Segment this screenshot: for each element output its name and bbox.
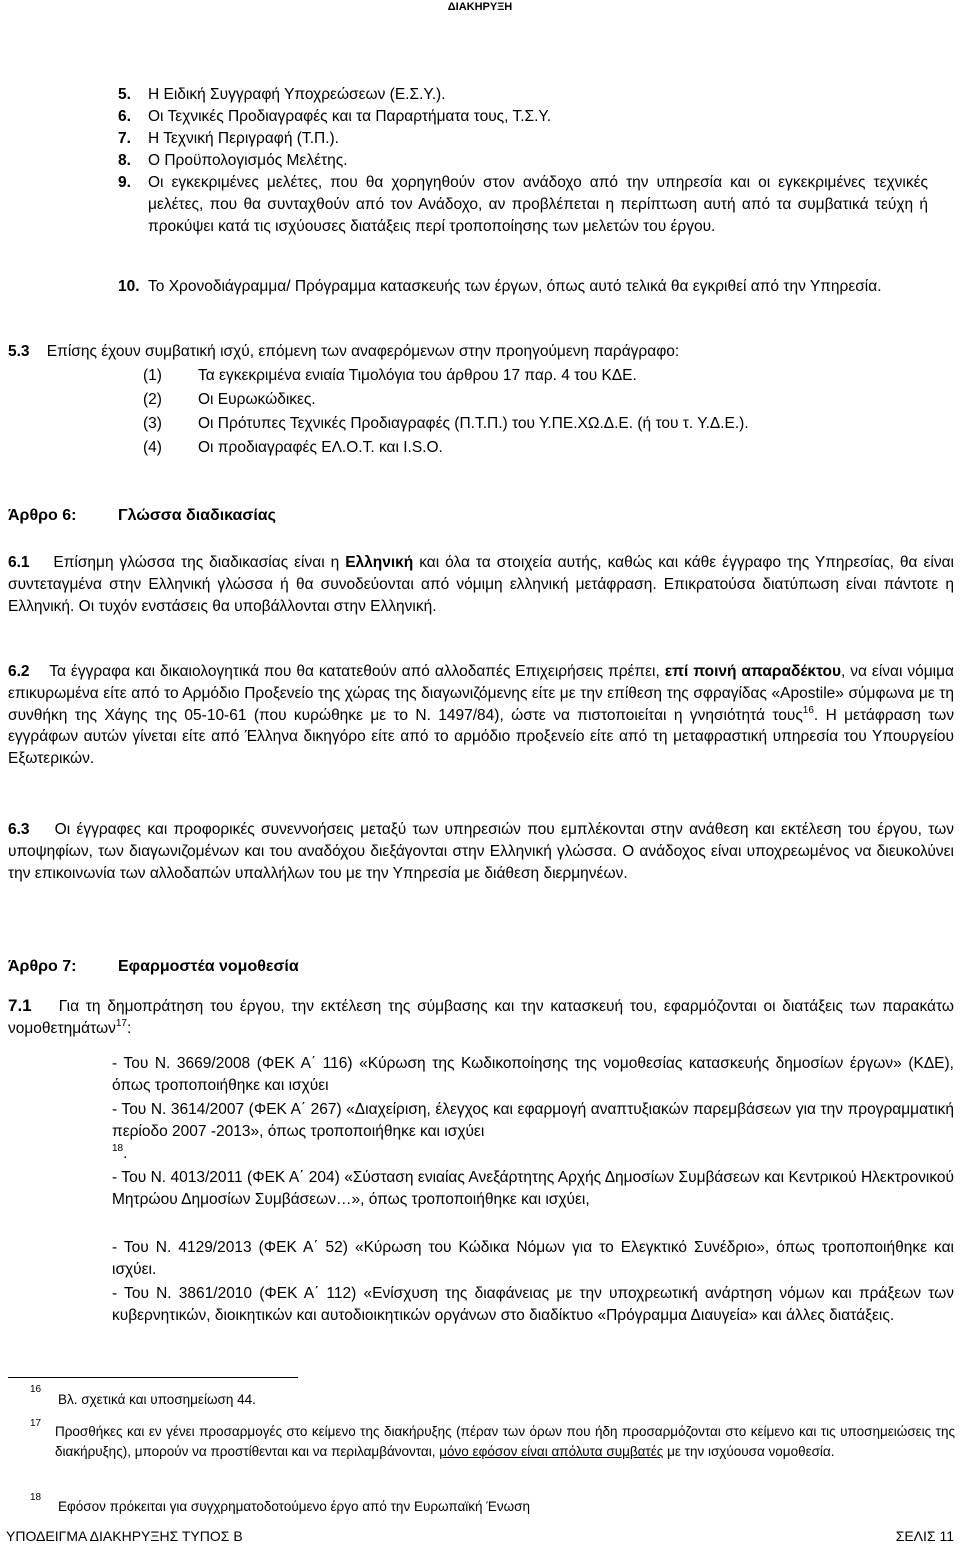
footnote-reference[interactable]: 17 [115, 1017, 127, 1029]
law-text: - Του Ν. 3669/2008 (ΦΕΚ Α΄ 116) «Κύρωση της Κωδικοποίησης της νομοθεσίας κατασκευής δημοσίων έργων» (ΚΔΕ), όπως τροποποιήθηκε και ισχύει [112, 1055, 954, 1094]
section-number: 6.2 [8, 663, 30, 680]
list-item-text: Το Χρονοδιάγραμμα/ Πρόγραμμα κατασκευής των έργων, όπως αυτό τελικά θα εγκριθεί από την Υπηρεσία. [148, 278, 882, 295]
sub-item-number: (2) [143, 391, 162, 408]
section-text: Επίσημη γλώσσα της διαδικασίας είναι η [53, 554, 340, 571]
section-6-1 [8, 552, 954, 617]
sub-item [143, 437, 443, 459]
article-6-heading [8, 507, 276, 525]
list-item-text: Η Ειδική Συγγραφή Υποχρεώσεων (Ε.Σ.Υ.). [148, 86, 446, 103]
article-label: Άρθρο 6: [8, 507, 77, 524]
list-item [118, 150, 928, 172]
list-item-number: 9. [118, 174, 131, 191]
article-title: Εφαρμοστέα νομοθεσία [118, 958, 299, 975]
section-text: : [126, 1019, 132, 1037]
section-number: 6.1 [8, 554, 30, 571]
law-item [112, 1099, 954, 1164]
list-item-text: Ο Προϋπολογισμός Μελέτης. [148, 152, 348, 169]
section-number: 7.1 [8, 996, 32, 1015]
sub-item-text: Οι Ευρωκώδικες. [198, 391, 316, 408]
law-text: - Του Ν. 3861/2010 (ΦΕΚ Α΄ 112) «Ενίσχυση της διαφάνειας με την υποχρεωτική ανάρτηση νόμων και πράξεων των κυβερνητικών, διοικητικών και αυτοδιοικητικών οργάνων στο διαδίκτυο «Πρόγραμμα Διαυγεία» και άλλες διατάξεις. [112, 1285, 954, 1324]
law-item [112, 1237, 954, 1281]
section-number: 5.3 [8, 343, 30, 360]
sub-item [143, 365, 637, 387]
list-item [118, 84, 928, 106]
sub-item-text: Τα εγκεκριμένα ενιαία Τιμολόγια του άρθρου 17 παρ. 4 του ΚΔΕ. [198, 367, 637, 384]
law-text: - Του Ν. 4013/2011 (ΦΕΚ Α΄ 204) «Σύσταση ενιαίας Ανεξάρτητης Αρχής Δημοσίων Συμβάσεων και Κεντρικού Ηλεκτρονικού Μητρώου Δημοσίων Συμβάσεων…», όπως τροποποιήθηκε και ισχύει, [112, 1169, 954, 1208]
sub-item-number: (3) [143, 415, 162, 432]
footnote-18: Εφόσον πρόκειται για συγχρηματοδοτούμενο έργο από την Ευρωπαϊκή Ένωση [58, 1499, 531, 1514]
article-label: Άρθρο 7: [8, 958, 77, 975]
law-item [112, 1167, 954, 1211]
sub-item-number: (1) [143, 367, 162, 384]
law-item [112, 1283, 954, 1327]
section-text: Οι έγγραφες και προφορικές συνεννοήσεις μεταξύ των υπηρεσιών που εμπλέκονται στην ανάθεση και εκτέλεση του έργου, των υποψηφίων, των διαγωνιζομένων και του αναδόχου διεξάγονται στην Ελληνική γλώσσα. Ο ανάδοχος είναι υποχρεωμένος να διευκολύνει την επικοινωνία των αλλοδαπών υπαλλήλων του με την Υπηρεσία με διάθεση διερμηνέων. [8, 821, 954, 882]
list-item-text: Οι εγκεκριμένες μελέτες, που θα χορηγηθούν στον ανάδοχο από την υπηρεσία και οι εγκεκριμένες τεχνικές μελέτες, που θα συνταχθούν από τον Ανάδοχο, αν προβλέπεται η περίπτωση αυτή από τα συμβατικά τεύχη ή προκύψει κατά τις ισχύουσες διατάξεις περί τροποποίησης των μελετών του έργου. [148, 174, 928, 235]
page-header: ΔΙΑΚΗΡΥΞΗ [447, 1, 513, 13]
section-text: , να είναι νόμιμα επικυρωμένα είτε από το Αρμόδιο Προξενείο της χώρας της διαγωνιζόμενης είτε με την επίθεση της σφραγίδας «Apostile» σύμφωνα με τη συνθήκη της Χάγης της 05-10-61 (που κυρώθηκε με το Ν. 1497/84), ώστε να πιστοποιείται η γνησιότητά τους [8, 663, 954, 724]
list-item [118, 172, 928, 238]
section-text: Επίσης έχουν συμβατική ισχύ, επόμενη των αναφερόμενων στην προηγούμενη παράγραφο: [46, 343, 680, 360]
list-item-text: Οι Τεχνικές Προδιαγραφές και τα Παραρτήματα τους, Τ.Σ.Υ. [148, 108, 552, 125]
footnote-text: με την ισχύουσα νομοθεσία. [667, 1444, 835, 1459]
footnote-separator [8, 1377, 298, 1378]
law-text: - Του Ν. 3614/2007 (ΦΕΚ Α΄ 267) «Διαχείριση, έλεγχος και εφαρμογή αναπτυξιακών παρεμβάσεων για την προγραμματική περίοδο 2007 -2013», όπως τροποποιήθηκε και ισχύει [112, 1101, 954, 1140]
sub-item-text: Οι Πρότυπες Τεχνικές Προδιαγραφές (Π.Τ.Π.) του Υ.ΠΕ.ΧΩ.Δ.Ε. (ή του τ. Υ.Δ.Ε.). [198, 415, 749, 432]
section-text: Τα έγγραφα και δικαιολογητικά που θα κατατεθούν από αλλοδαπές Επιχειρήσεις πρέπει, [49, 663, 660, 680]
law-text: . [123, 1144, 128, 1162]
list-item-text: Η Τεχνική Περιγραφή (Τ.Π.). [148, 130, 339, 147]
law-item [112, 1053, 954, 1097]
footnote-underlined-text: μόνο εφόσον είναι απόλυτα συμβατές [439, 1444, 664, 1459]
emphasis-text: Ελληνική [345, 554, 414, 571]
article-7-heading [8, 958, 299, 976]
list-item [118, 276, 928, 298]
section-5-3 [8, 341, 954, 363]
list-item [118, 128, 928, 150]
footnote-text: Προσθήκες και εν γένει προσαρμογές στο κείμενο της διακήρυξης (πέραν των όρων που ήδη προσαρμόζονται στο κείμενο και τις υποσημειώσεις της διακήρυξης), μπορούν να προστίθενται και να περιλαμβάνονται, [55, 1424, 955, 1459]
list-item [118, 106, 928, 128]
footnote-number: 18 [30, 1492, 42, 1503]
section-number: 6.3 [8, 821, 30, 838]
article-title: Γλώσσα διαδικασίας [118, 507, 276, 524]
section-text: . Η μετάφραση των εγγράφων αυτών γίνεται είτε από Έλληνα δικηγόρο είτε από το αρμόδιο προξενείο είτε από τη μεταφραστική υπηρεσία του Υπουργείου Εξωτερικών. [8, 706, 954, 768]
list-item-number: 8. [118, 152, 131, 169]
section-7-1 [8, 995, 954, 1040]
emphasis-text: επί ποινή απαραδέκτου [664, 663, 842, 680]
section-6-2 [8, 661, 954, 770]
footnote-number: 17 [30, 1418, 42, 1429]
section-text: και όλα τα στοιχεία αυτής, καθώς και κάθε έγγραφο της Υπηρεσίας, θα είναι συντεταγμένα στην Ελληνική γλώσσα ή θα συνοδεύονται από νόμιμη ελληνική μετάφραση. Επικρατούσα διατύπωση είναι πάντοτε η Ελληνική. Οι τυχόν ενστάσεις θα υποβάλλονται στην Ελληνική. [8, 554, 954, 615]
footer-document-type: ΥΠΟΔΕΙΓΜΑ ΔΙΑΚΗΡΥΞΗΣ ΤΥΠΟΣ Β [6, 1528, 243, 1544]
footnote-reference[interactable]: 16 [802, 704, 814, 716]
list-item-number: 10. [118, 278, 140, 295]
law-text: - Του Ν. 4129/2013 (ΦΕΚ Α΄ 52) «Κύρωση του Κώδικα Νόμων για το Ελεγκτικό Συνέδριο», όπως τροποποιήθηκε και ισχύει. [112, 1239, 954, 1278]
sub-item [143, 413, 749, 435]
section-6-3 [8, 819, 954, 884]
footnote-17 [55, 1422, 955, 1462]
section-text: Για τη δημοπράτηση του έργου, την εκτέλεση της σύμβασης και την κατασκευή του, εφαρμόζονται οι διατάξεις των παρακάτω νομοθετημάτων [8, 998, 954, 1037]
sub-item [143, 389, 316, 411]
list-item-number: 5. [118, 86, 131, 103]
sub-item-text: Οι προδιαγραφές ΕΛ.Ο.Τ. και I.S.O. [198, 439, 443, 456]
footnote-16: Βλ. σχετικά και υποσημείωση 44. [58, 1392, 256, 1407]
footnote-number: 16 [30, 1384, 42, 1395]
footer-page-number: ΣΕΛΙΣ 11 [895, 1528, 954, 1544]
list-item-number: 7. [118, 130, 131, 147]
list-item-number: 6. [118, 108, 131, 125]
sub-item-number: (4) [143, 439, 162, 456]
footnote-reference[interactable]: 18 [112, 1142, 124, 1154]
